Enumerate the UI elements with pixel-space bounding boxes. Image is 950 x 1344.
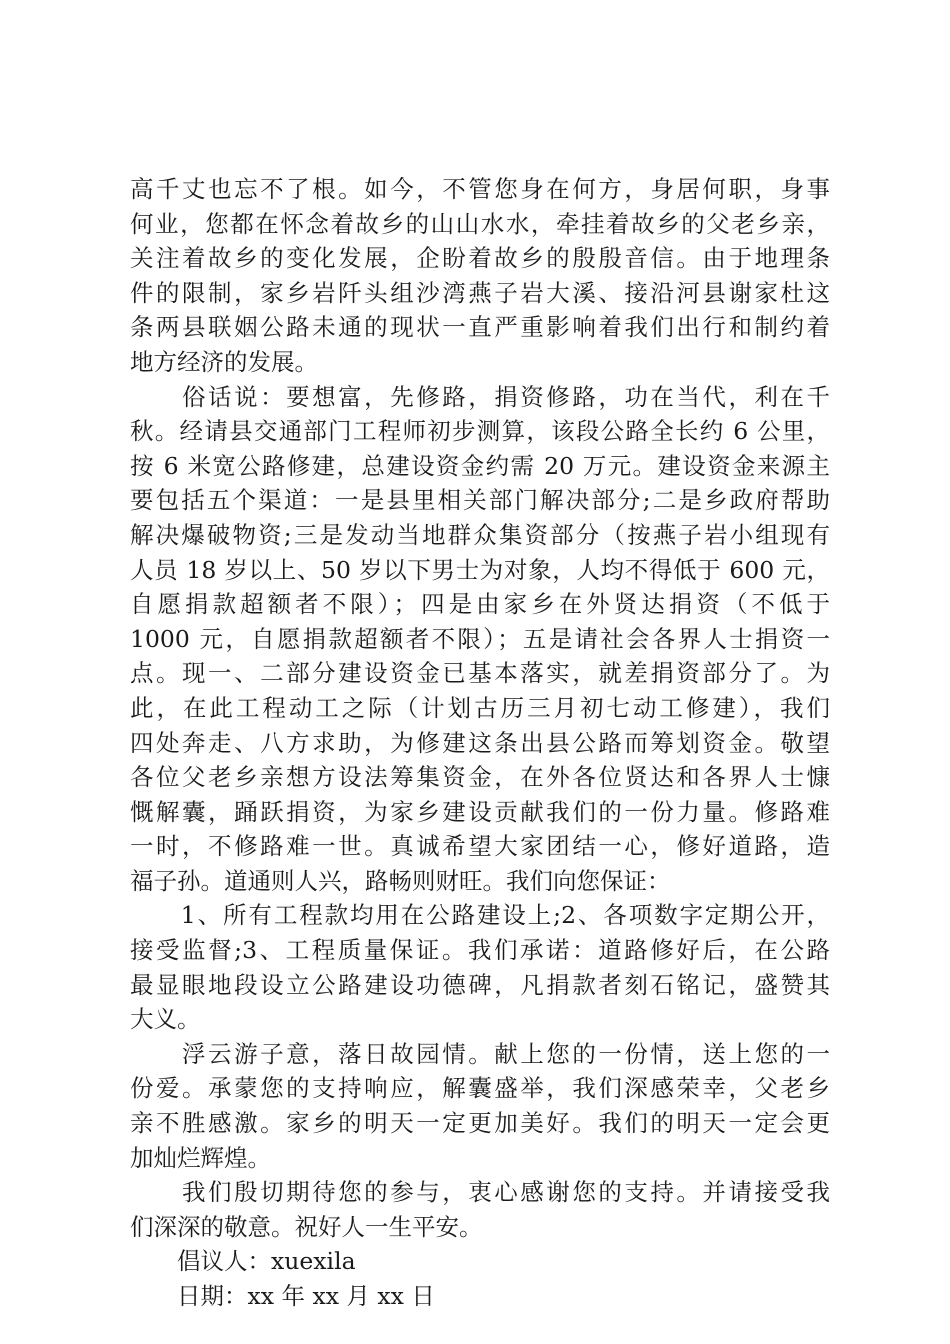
text-line: 地方经济的发展。: [130, 347, 318, 376]
initiator-line: 倡议人：xuexila: [130, 1247, 356, 1276]
text-line: 大义。: [130, 1005, 201, 1034]
text-line: 按 6 米宽公路修建，总建设资金约需 20 万元。建设资金来源主: [130, 451, 830, 480]
text-line: 点。现一、二部分建设资金已基本落实，就差捐资部分了。为: [130, 659, 830, 688]
text-line: 1、所有工程款均用在公路建设上;2、各项数字定期公开，: [130, 901, 830, 930]
text-line: 关注着故乡的变化发展，企盼着故乡的殷殷音信。由于地理条: [130, 244, 830, 273]
text-line: 四处奔走、八方求助，为修建这条出县公路而筹划资金。敬望: [130, 728, 830, 757]
text-line: 秋。经请县交通部门工程师初步测算，该段公路全长约 6 公里，: [130, 417, 830, 446]
text-line: 高千丈也忘不了根。如今，不管您身在何方，身居何职，身事: [130, 175, 830, 203]
text-line: 一时，不修路难一世。真诚希望大家团结一心，修好道路，造: [130, 832, 830, 861]
text-line: 1000 元，自愿捐款超额者不限）；五是请社会各界人士捐资一: [130, 624, 830, 653]
text-line: 要包括五个渠道：一是县里相关部门解决部分;二是乡政府帮助: [130, 486, 830, 515]
text-line: 自愿捐款超额者不限）；四是由家乡在外贤达捐资（不低于: [130, 590, 830, 619]
text-line: 们深深的敬意。祝好人一生平安。: [130, 1212, 483, 1241]
text-line: 解决爆破物资;三是发动当地群众集资部分（按燕子岩小组现有: [130, 520, 830, 549]
text-line: 加灿烂辉煌。: [130, 1143, 271, 1172]
text-line: 亲不胜感激。家乡的明天一定更加美好。我们的明天一定会更: [130, 1109, 830, 1138]
text-line: 人员 18 岁以上、50 岁以下男士为对象，人均不得低于 600 元，: [130, 555, 830, 584]
text-line: 我们殷切期待您的参与，衷心感谢您的支持。并请接受我: [130, 1178, 830, 1207]
text-line: 份爱。承蒙您的支持响应，解囊盛举，我们深感荣幸，父老乡: [130, 1074, 830, 1103]
text-line: 俗话说：要想富，先修路，捐资修路，功在当代，利在千: [130, 382, 830, 411]
text-line: 何业，您都在怀念着故乡的山山水水，牵挂着故乡的父老乡亲，: [130, 209, 830, 238]
text-line: 最显眼地段设立公路建设功德碑，凡捐款者刻石铭记，盛赞其: [130, 970, 830, 999]
text-line: 条两县联姻公路未通的现状一直严重影响着我们出行和制约着: [130, 313, 830, 342]
body-text: [130, 172, 830, 1314]
text-line: 慨解囊，踊跃捐资，为家乡建设贡献我们的一份力量。修路难: [130, 797, 830, 826]
text-line: 各位父老乡亲想方设法筹集资金，在外各位贤达和各界人士慷: [130, 763, 830, 792]
text-line: 浮云游子意，落日故园情。献上您的一份情，送上您的一: [130, 1039, 830, 1068]
text-line: 此，在此工程动工之际（计划古历三月初七动工修建），我们: [130, 693, 830, 722]
date-line: 日期：xx 年 xx 月 xx 日: [130, 1282, 435, 1310]
text-line: 接受监督;3、工程质量保证。我们承诺：道路修好后，在公路: [130, 936, 830, 965]
text-line: 福子孙。道通则人兴，路畅则财旺。我们向您保证：: [130, 866, 671, 895]
text-line: 件的限制，家乡岩阡头组沙湾燕子岩大溪、接沿河县谢家杜这: [130, 278, 830, 307]
